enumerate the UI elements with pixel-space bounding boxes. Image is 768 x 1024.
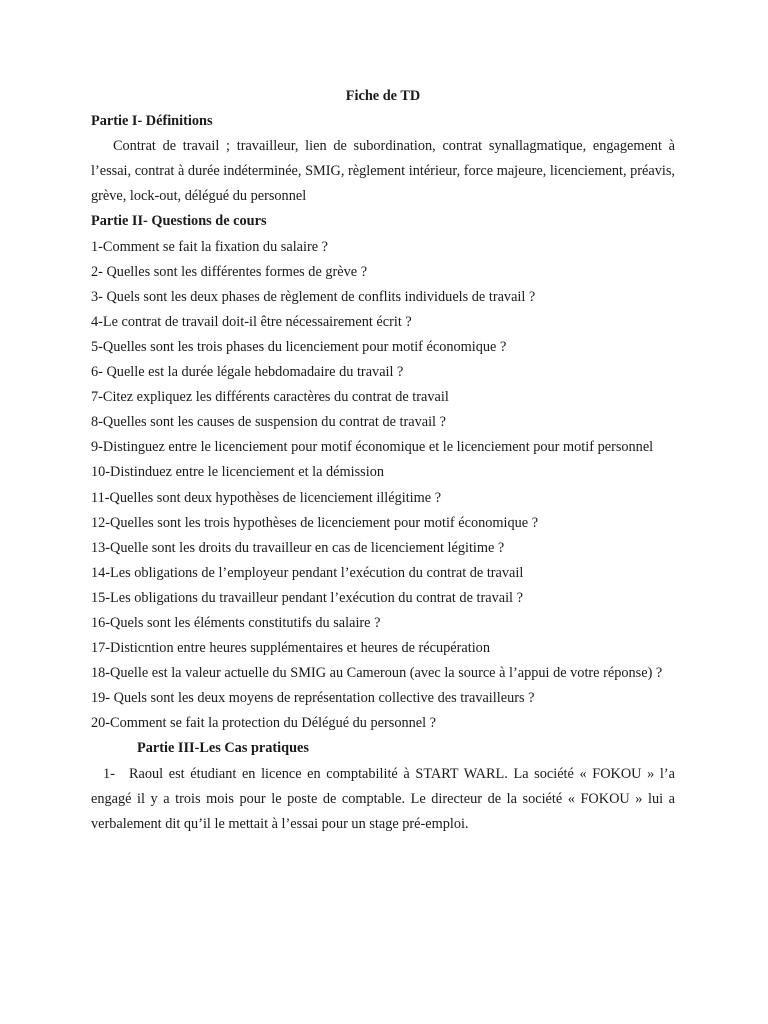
question-item: 8-Quelles sont les causes de suspension du contrat de travail ? [91, 414, 446, 431]
part2-heading: Partie II- Questions de cours [91, 213, 267, 230]
case-number: 1- [103, 765, 115, 782]
question-item: 19- Quels sont les deux moyens de représentation collective des travailleurs ? [91, 690, 535, 707]
question-item: 16-Quels sont les éléments constitutifs du salaire ? [91, 614, 381, 631]
question-list [91, 235, 675, 737]
case-text: Raoul est étudiant en licence en comptabilité à START WARL. La société « FOKOU » l’a engagé il y a trois mois pour le poste de comptable. Le directeur de la société « FOKOU » lui a verbalement dit qu’il le mettait à l’essai pour un stage pré-emploi. [91, 765, 675, 832]
case-item [91, 762, 675, 837]
question-item: 3- Quels sont les deux phases de règlement de conflits individuels de travail ? [91, 288, 536, 305]
question-item: 11-Quelles sont deux hypothèses de licenciement illégitime ? [91, 489, 442, 506]
question-item: 5-Quelles sont les trois phases du licenciement pour motif économique ? [91, 338, 507, 355]
part1-heading: Partie I- Définitions [91, 113, 213, 130]
question-item: 1-Comment se fait la fixation du salaire ? [91, 238, 329, 255]
question-item: 15-Les obligations du travailleur pendant l’exécution du contrat de travail ? [91, 589, 523, 606]
question-item: 17-Disticntion entre heures supplémentaires et heures de récupération [91, 640, 490, 657]
question-item: 7-Citez expliquez les différents caractères du contrat de travail [91, 389, 449, 406]
question-item: 4-Le contrat de travail doit-il être nécessairement écrit ? [91, 313, 412, 330]
question-item: 20-Comment se fait la protection du Délégué du personnel ? [91, 715, 437, 732]
question-item: 13-Quelle sont les droits du travailleur en cas de licenciement légitime ? [91, 539, 505, 556]
question-item: 12-Quelles sont les trois hypothèses de licenciement pour motif économique ? [91, 514, 539, 531]
part1-definitions-text: Contrat de travail ; travailleur, lien de subordination, contrat synallagmatique, engagement à l’essai, contrat à durée indéterminée, SMIG, règlement intérieur, force majeure, licenciement, préavis, grève, lock-out, délégué du personnel [91, 138, 675, 205]
document-page [91, 84, 675, 837]
document-title: Fiche de TD [345, 88, 421, 104]
question-item: 2- Quelles sont les différentes formes de grève ? [91, 263, 368, 280]
question-item: 9-Distinguez entre le licenciement pour motif économique et le licenciement pour motif personnel [91, 439, 654, 456]
question-item: 18-Quelle est la valeur actuelle du SMIG au Cameroun (avec la source à l’appui de votre réponse) ? [91, 665, 663, 682]
question-item: 10-Distinduez entre le licenciement et la démission [91, 464, 384, 481]
question-item: 6- Quelle est la durée légale hebdomadaire du travail ? [91, 364, 404, 381]
question-item: 14-Les obligations de l’employeur pendant l’exécution du contrat de travail [91, 564, 524, 581]
part3-heading: Partie III-Les Cas pratiques [137, 740, 309, 757]
